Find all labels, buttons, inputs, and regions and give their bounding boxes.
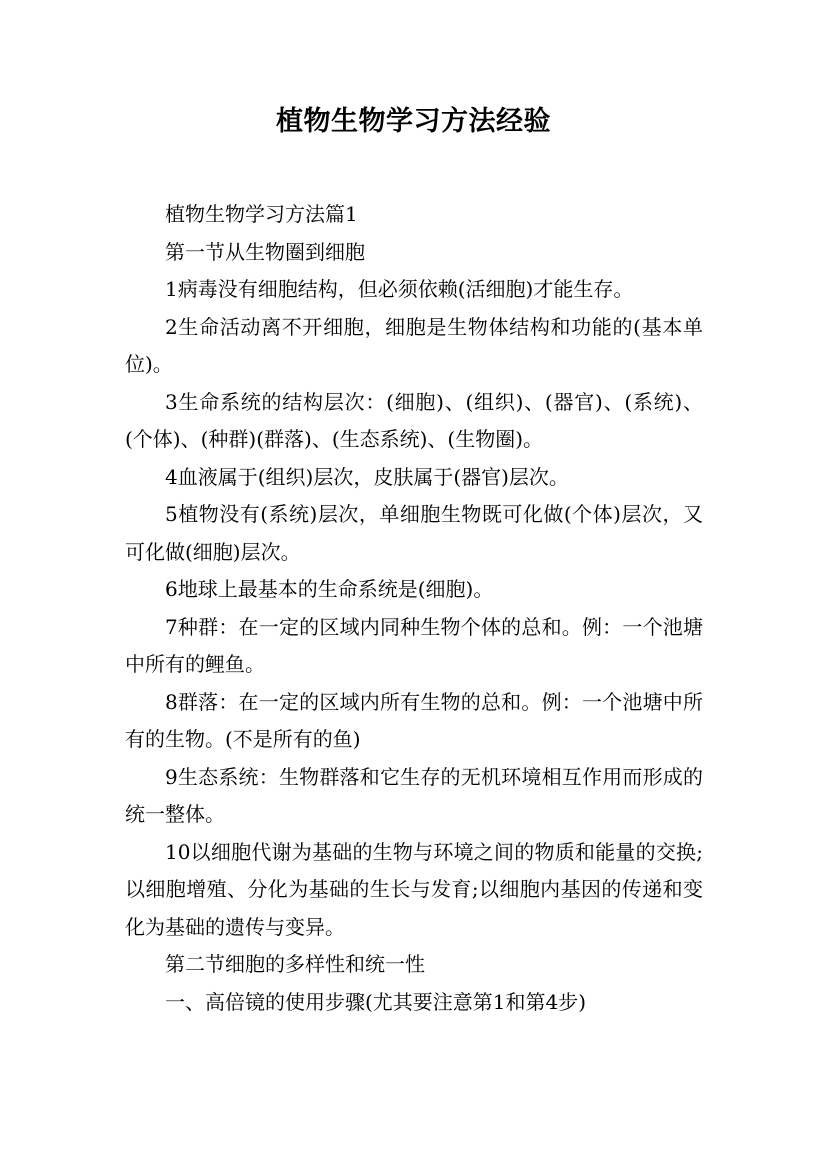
- paragraph: 1病毒没有细胞结构，但必须依赖(活细胞)才能生存。: [165, 277, 634, 301]
- subsection-heading: 第一节从生物圈到细胞: [165, 239, 365, 264]
- document-title: 植物生物学习方法经验: [276, 106, 551, 137]
- paragraph: 3生命系统的结构层次：(细胞)、(组织)、(器官)、(系统)、(个体)、(种群)(群落)、(生态系统)、(生物圈)。: [125, 389, 703, 451]
- paragraph: 4血液属于(组织)层次，皮肤属于(器官)层次。: [165, 464, 569, 489]
- subsection-heading: 第二节细胞的多样性和统一性: [165, 952, 425, 976]
- paragraph: 8群落：在一定的区域内所有生物的总和。例：一个池塘中所有的生物。(不是所有的鱼): [125, 689, 703, 751]
- paragraph: 6地球上最基本的生命系统是(细胞)。: [165, 577, 494, 601]
- section-heading: 植物生物学习方法篇1: [165, 202, 358, 226]
- paragraph: 7种群：在一定的区域内同种生物个体的总和。例：一个池塘中所有的鲤鱼。: [125, 614, 703, 676]
- paragraph: 10以细胞代谢为基础的生物与环境之间的物质和能量的交换;以细胞增殖、分化为基础的生长与发育;以细胞内基因的传递和变化为基础的遗传与变异。: [125, 839, 703, 939]
- paragraph: 9生态系统：生物群落和它生存的无机环境相互作用而形成的统一整体。: [125, 764, 703, 826]
- paragraph: 2生命活动离不开细胞，细胞是生物体结构和功能的(基本单位)。: [125, 314, 703, 376]
- paragraph: 一、高倍镜的使用步骤(尤其要注意第1和第4步): [165, 989, 587, 1014]
- document-body: [125, 196, 703, 1021]
- paragraph: 5植物没有(系统)层次，单细胞生物既可化做(个体)层次，又可化做(细胞)层次。: [125, 502, 703, 564]
